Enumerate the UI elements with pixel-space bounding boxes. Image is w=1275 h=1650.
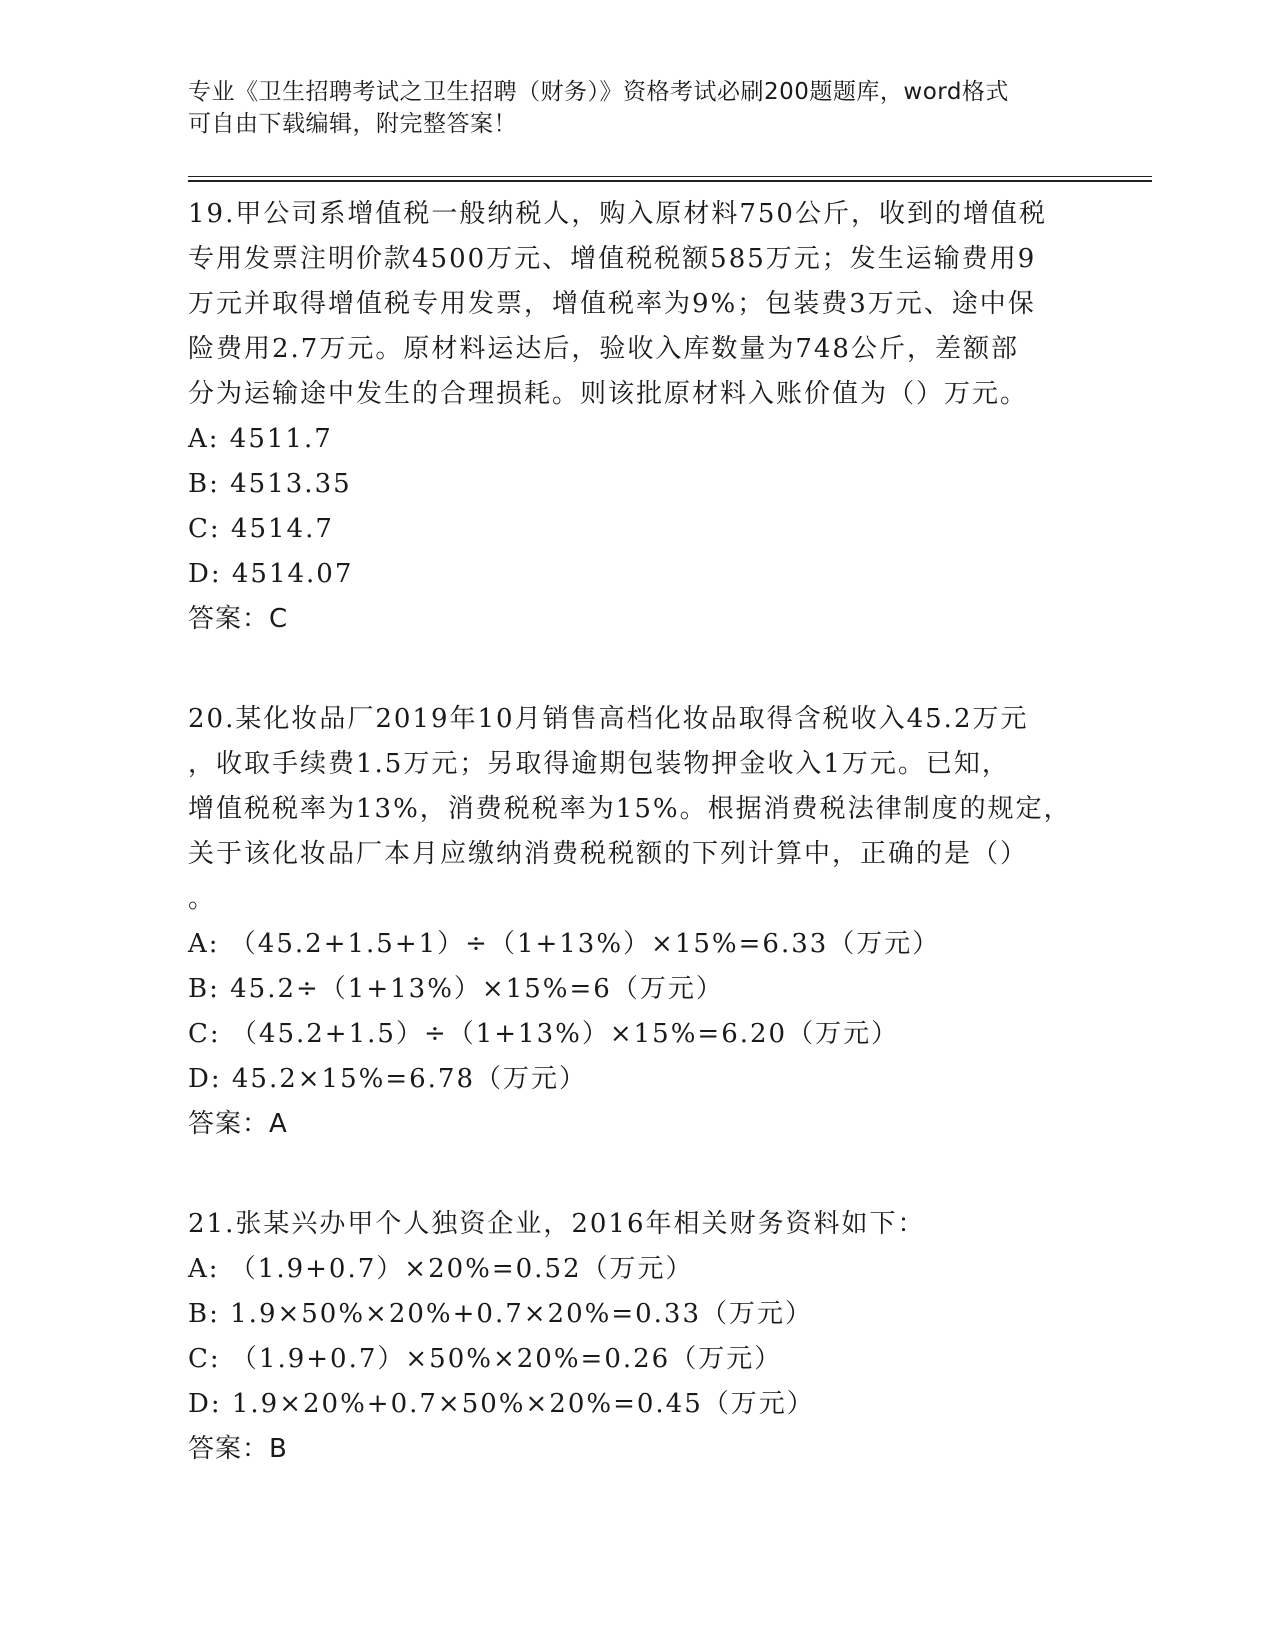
question-19-stem-line: 19.甲公司系增值税一般纳税人，购入原材料750公斤，收到的增值税: [188, 199, 1047, 229]
question-21-stem-line: 21.张某兴办甲个人独资企业，2016年相关财务资料如下：: [188, 1209, 926, 1239]
header-divider-thick: [188, 180, 1152, 182]
question-19-option-c: C: 4514.7: [188, 514, 334, 544]
question-21-answer: 答案：B: [188, 1434, 288, 1464]
question-21-option-b: B: 1.9×50%×20%+0.7×20%=0.33（万元）: [188, 1299, 814, 1329]
question-19-stem-line: 分为运输途中发生的合理损耗。则该批原材料入账价值为（）万元。: [188, 379, 1029, 409]
header-line-2: 可自由下载编辑，附完整答案！: [188, 111, 517, 137]
question-20-answer: 答案：A: [188, 1109, 288, 1139]
question-20-stem-line: 关于该化妆品厂本月应缴纳消费税税额的下列计算中，正确的是（）: [188, 839, 1029, 869]
question-20-option-a: A: （45.2+1.5+1）÷（1+13%）×15%=6.33（万元）: [188, 929, 941, 959]
question-20-option-c: C: （45.2+1.5）÷（1+13%）×15%=6.20（万元）: [188, 1019, 900, 1049]
question-20-stem-line: 20.某化妆品厂2019年10月销售高档化妆品取得含税收入45.2万元: [188, 704, 1029, 734]
document-header: [188, 76, 1068, 140]
header-divider-thin: [188, 176, 1152, 177]
question-spacer: [188, 642, 1088, 697]
question-19-option-d: D: 4514.07: [188, 559, 354, 589]
question-20: [188, 697, 1088, 1147]
question-list: [188, 192, 1088, 1472]
header-line-1: 专业《卫生招聘考试之卫生招聘（财务）》资格考试必刷200题题库，word格式: [188, 79, 1009, 105]
question-21-option-a: A: （1.9+0.7）×20%=0.52（万元）: [188, 1254, 694, 1284]
question-19-stem-line: 专用发票注明价款4500万元、增值税税额585万元；发生运输费用9: [188, 244, 1037, 274]
question-20-stem-line: ，收取手续费1.5万元；另取得逾期包装物押金收入1万元。已知，: [188, 749, 1010, 779]
question-21-option-c: C: （1.9+0.7）×50%×20%=0.26（万元）: [188, 1344, 783, 1374]
question-21: [188, 1202, 1088, 1472]
question-21-option-d: D: 1.9×20%+0.7×50%×20%=0.45（万元）: [188, 1389, 815, 1419]
question-20-stem-line: 增值税税率为13%，消费税税率为15%。根据消费税法律制度的规定，: [188, 794, 1072, 824]
question-19-stem-line: 万元并取得增值税专用发票，增值税率为9%；包装费3万元、途中保: [188, 289, 1036, 319]
question-19-answer: 答案：C: [188, 604, 289, 634]
question-19-option-a: A: 4511.7: [188, 424, 333, 454]
question-spacer: [188, 1147, 1088, 1202]
question-19-option-b: B: 4513.35: [188, 469, 352, 499]
question-20-option-d: D: 45.2×15%=6.78（万元）: [188, 1064, 588, 1094]
question-19: [188, 192, 1088, 642]
question-20-stem-line: 。: [188, 884, 217, 914]
question-20-option-b: B: 45.2÷（1+13%）×15%=6（万元）: [188, 974, 724, 1004]
question-19-stem-line: 险费用2.7万元。原材料运达后，验收入库数量为748公斤，差额部: [188, 334, 1019, 364]
